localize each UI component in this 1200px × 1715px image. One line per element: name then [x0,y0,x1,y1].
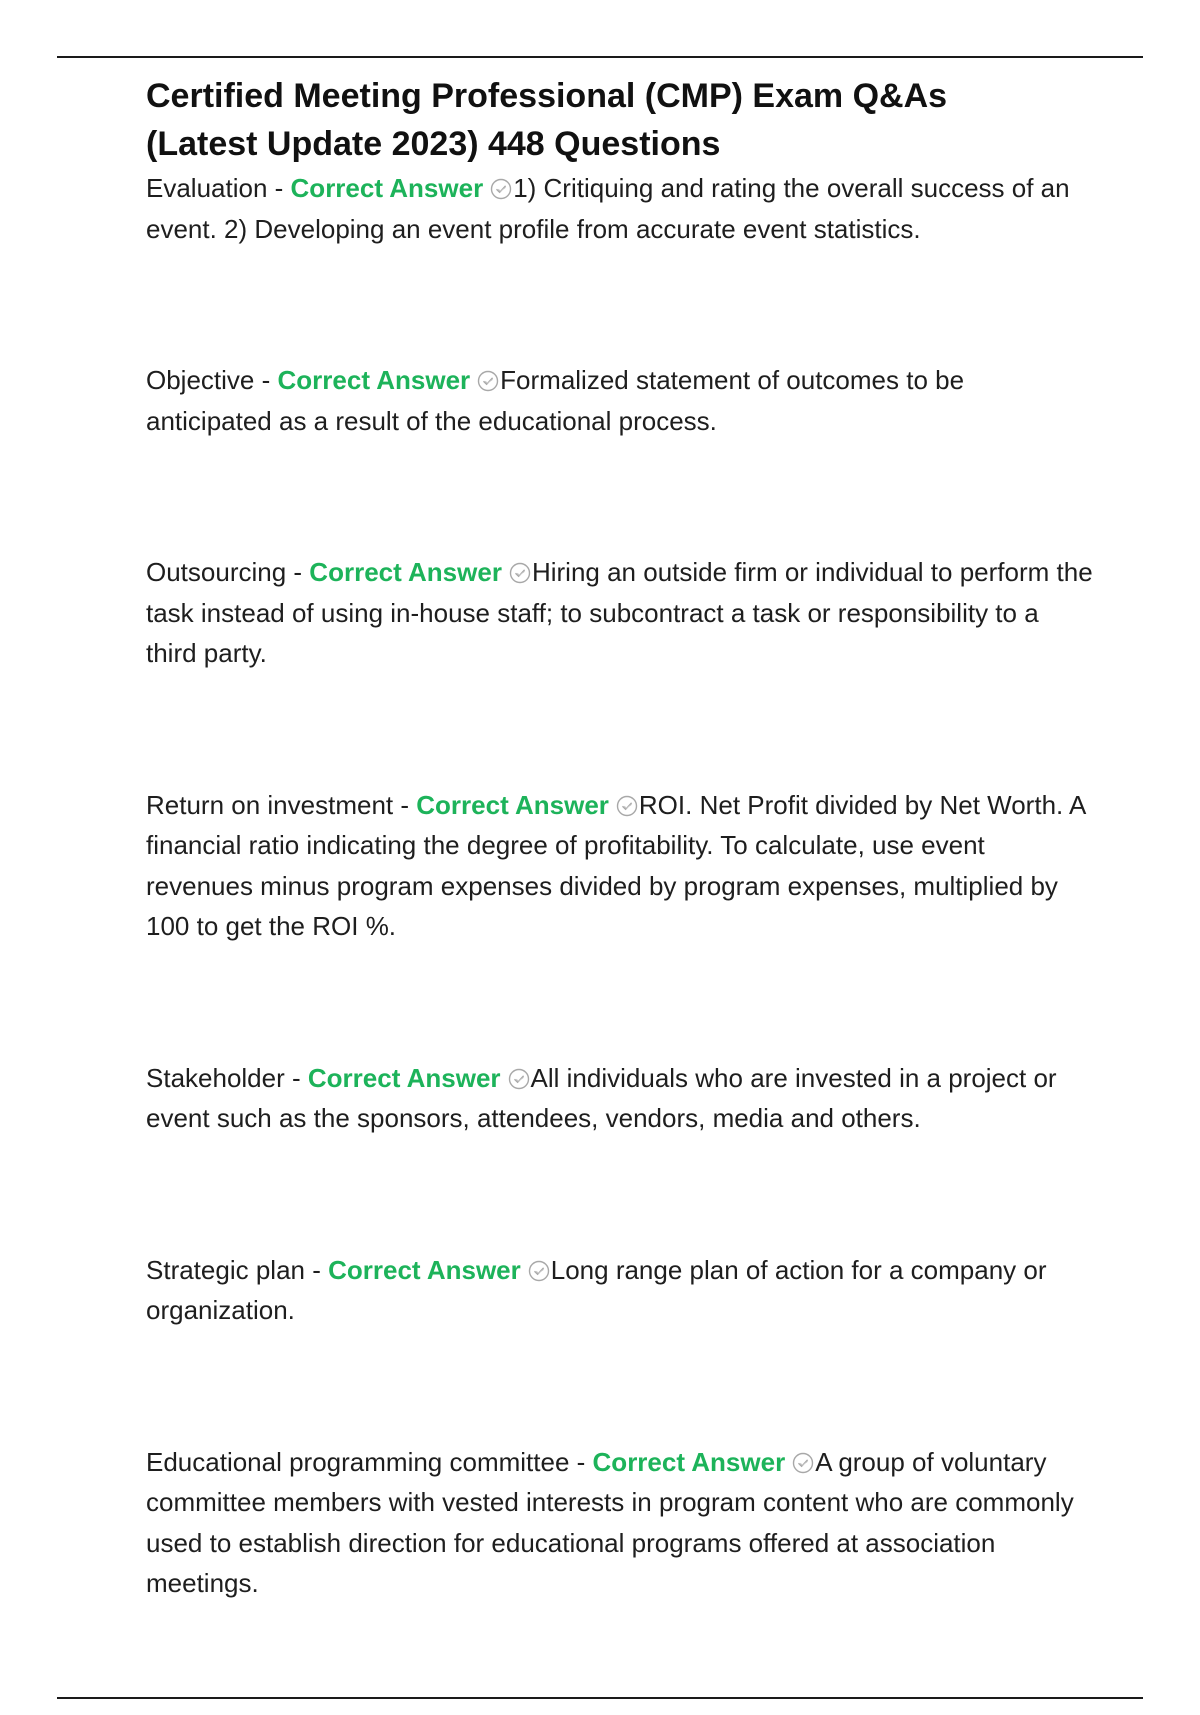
qa-separator: - [393,789,417,820]
qa-item-return-on-investment [146,785,1096,947]
qa-list [146,168,1096,1604]
correct-answer-label: Correct Answer [290,173,484,203]
qa-separator: - [286,557,310,587]
qa-answer: Hiring an outside firm or individual to perform the task instead of using in-house staff; to subcontract a task or responsibility to a third party. [146,557,1093,668]
bottom-rule [57,1697,1143,1699]
qa-term: Stakeholder [146,1062,285,1093]
qa-term: Objective [146,365,255,395]
check-circle-icon [528,1260,550,1282]
qa-separator: - [284,1062,308,1093]
check-circle-icon [490,178,512,200]
qa-answer: 1) Critiquing and rating the overall success of an event. 2) Developing an event profile from accurate event statistics. [146,173,1070,244]
qa-term: Evaluation [146,173,268,203]
correct-answer-label: Correct Answer [277,365,471,395]
qa-separator: - [304,1254,329,1285]
check-circle-icon [509,562,531,584]
qa-term: Return on investment [146,789,394,820]
qa-term: Strategic plan [146,1254,305,1285]
qa-item-strategic-plan [146,1250,1096,1331]
page-title [146,72,1096,168]
qa-term: Outsourcing [146,557,287,587]
check-circle-icon [477,370,499,392]
document-body [146,72,1096,1715]
correct-answer-label: Correct Answer [328,1254,521,1285]
qa-answer: All individuals who are invested in a project or event such as the sponsors, attendees, vendors, media and others. [146,1062,1057,1133]
correct-answer-label: Correct Answer [592,1446,786,1477]
qa-answer: ROI. Net Profit divided by Net Worth. A financial ratio indicating the degree of profitability. To calculate, use event revenues minus program expenses divided by program expenses, multiplied by 100 to get the ROI %. [146,789,1085,941]
top-rule [57,56,1143,58]
check-circle-icon [508,1068,530,1090]
qa-term: Educational programming committee [146,1446,570,1477]
qa-item-stakeholder [146,1058,1096,1139]
qa-separator: - [267,173,291,203]
qa-answer: Long range plan of action for a company or organization. [146,1254,1047,1325]
qa-answer: Formalized statement of outcomes to be anticipated as a result of the educational process. [146,365,965,436]
correct-answer-label: Correct Answer [307,1062,501,1093]
qa-separator: - [254,365,278,395]
qa-item-outsourcing [146,552,1096,674]
qa-separator: - [569,1446,593,1477]
qa-item-educational-programming-committee [146,1442,1096,1604]
title-line-2: (Latest Update 2023) 448 Questions [146,125,721,163]
qa-item-evaluation [146,168,1096,249]
correct-answer-label: Correct Answer [416,789,609,820]
title-line-1: Certified Meeting Professional (CMP) Exam Q&As [146,77,948,115]
check-circle-icon [792,1452,814,1474]
check-circle-icon [616,795,638,817]
qa-answer: A group of voluntary committee members with vested interests in program content who are commonly used to establish direction for educational programs offered at association meetings. [146,1446,1074,1598]
correct-answer-label: Correct Answer [309,557,502,587]
qa-item-objective [146,360,1096,441]
